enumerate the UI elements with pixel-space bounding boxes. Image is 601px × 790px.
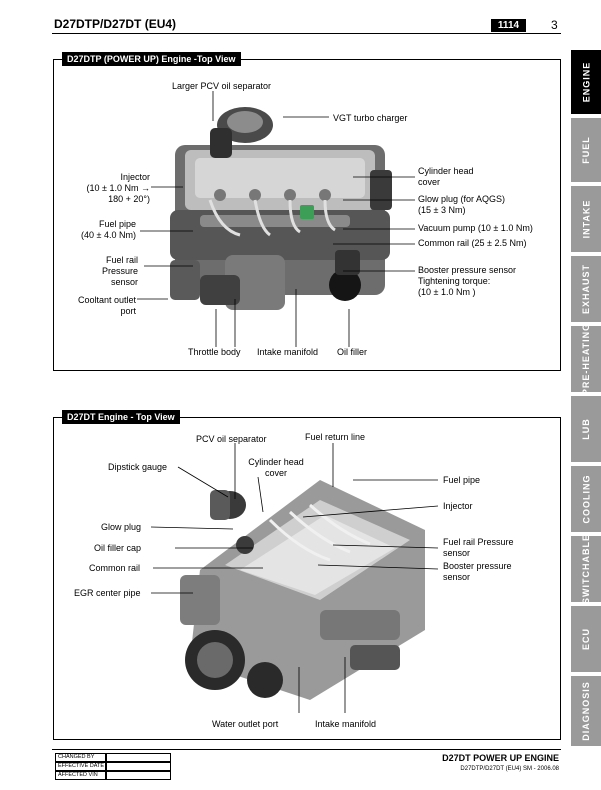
footer-changed-by-value [105, 753, 171, 762]
label-line: sensor [110, 277, 138, 287]
panel-title: D27DT Engine - Top View [62, 410, 180, 424]
label-line: 180 + 20°) [108, 194, 150, 204]
label-dipstick-gauge: Dipstick gauge [108, 462, 168, 472]
label-injector [60, 172, 150, 205]
side-tab-pre-heating[interactable] [571, 322, 601, 396]
label-cylinder-head-cover [418, 166, 474, 188]
side-tab-switchable[interactable] [571, 536, 601, 602]
label-line: cover [264, 468, 287, 478]
label-oil-filler: Oil filler [337, 347, 368, 357]
side-tab-diagnosis[interactable] [571, 676, 601, 746]
label-booster-pressure-sensor [418, 265, 516, 298]
label-line: Fuel rail [105, 255, 138, 265]
label-coolant-outlet-port [60, 295, 136, 317]
label-line: Tightening torque: [418, 276, 491, 286]
label-glow-plug: Glow plug [101, 522, 142, 532]
side-tab-label: INTAKE [581, 199, 591, 239]
page-number: 3 [551, 18, 558, 32]
side-tab-label: EXHAUST [581, 263, 592, 315]
side-tab-ecu[interactable] [571, 606, 601, 672]
label-line: Injector [120, 172, 150, 182]
label-water-outlet-port: Water outlet port [212, 719, 279, 729]
label-booster-pressure-sensor [443, 561, 512, 583]
label-oil-filler-cap: Oil filler cap [94, 543, 142, 553]
footer-effective-date: EFFECTIVE DATE [55, 762, 107, 771]
panel-title: D27DTP (POWER UP) Engine -Top View [62, 52, 241, 66]
label-vgt-turbo-charger: VGT turbo charger [333, 113, 408, 123]
label-injector: Injector [443, 501, 473, 511]
label-line: Cylinder head [248, 457, 304, 467]
side-tab-label: SWITCHABLE [581, 534, 591, 604]
footer-changed-by: CHANGED BY [55, 753, 107, 762]
side-tab-cooling[interactable] [571, 466, 601, 532]
label-glow-plug-aqgs [418, 194, 505, 216]
label-line: Glow plug (for AQGS) [418, 194, 506, 204]
label-throttle-body: Throttle body [188, 347, 241, 357]
label-common-rail: Common rail (25 ± 2.5 Nm) [418, 238, 527, 248]
document-title: D27DTP/D27DT (EU4) [54, 17, 177, 31]
label-cylinder-head-cover [236, 457, 316, 479]
label-line: Booster pressure sensor [418, 265, 517, 275]
side-tab-engine[interactable] [571, 50, 601, 114]
label-vacuum-pump: Vacuum pump (10 ± 1.0 Nm) [418, 223, 533, 233]
footer-title: D27DT POWER UP ENGINE [442, 753, 559, 763]
footer-affected-vin-value [105, 771, 171, 780]
label-fuel-rail-pressure-sensor [443, 537, 514, 559]
label-fuel-pipe: Fuel pipe [443, 475, 481, 485]
label-line: sensor [443, 572, 471, 582]
side-tab-label: COOLING [581, 474, 591, 524]
label-line: Fuel pipe [98, 219, 136, 229]
label-pcv-oil-separator: PCV oil separator [196, 434, 267, 444]
label-intake-manifold: Intake manifold [257, 347, 319, 357]
label-line: Booster pressure [443, 561, 512, 571]
label-line: cover [418, 177, 441, 187]
footer-subtitle: D27DTP/D27DT (EU4) SM - 2006.08 [460, 766, 559, 772]
side-tab-lub[interactable] [571, 396, 601, 462]
side-tab-label: FUEL [581, 136, 591, 164]
label-line: Fuel rail Pressure [443, 537, 514, 547]
footer-affected-vin: AFFECTED VIN [55, 771, 107, 780]
side-tab-label: DIAGNOSIS [581, 681, 592, 741]
page-badge: 1114 [491, 19, 526, 32]
header-divider [52, 33, 561, 34]
label-line: sensor [443, 548, 471, 558]
label-intake-manifold: Intake manifold [315, 719, 377, 729]
label-line: (40 ± 4.0 Nm) [81, 230, 136, 240]
label-line: port [120, 306, 136, 316]
label-line: Cylinder head [418, 166, 474, 176]
label-egr-center-pipe: EGR center pipe [74, 588, 141, 598]
label-common-rail: Common rail [89, 563, 141, 573]
label-fuel-return-line: Fuel return line [305, 432, 366, 442]
side-tab-label: ENGINE [581, 61, 592, 103]
side-tab-label: PRE-HEATING [581, 322, 591, 396]
label-line: (10 ± 1.0 Nm ) [418, 287, 476, 297]
label-line: (10 ± 1.0 Nm → [86, 183, 150, 193]
side-tab-intake[interactable] [571, 186, 601, 252]
side-tab-label: LUB [581, 418, 591, 440]
side-tab-fuel[interactable] [571, 118, 601, 182]
side-tab-exhaust[interactable] [571, 256, 601, 322]
label-line: (15 ± 3 Nm) [418, 205, 466, 215]
label-larger-pcv-oil-separator: Larger PCV oil separator [172, 81, 272, 91]
label-fuel-pipe [60, 219, 136, 241]
side-tab-label: ECU [580, 627, 591, 651]
label-line: Pressure [101, 266, 138, 276]
label-fuel-rail-pressure-sensor [60, 255, 138, 288]
footer-divider [52, 749, 561, 750]
footer-effective-date-value [105, 762, 171, 771]
label-line: Cooltant outlet [77, 295, 136, 305]
